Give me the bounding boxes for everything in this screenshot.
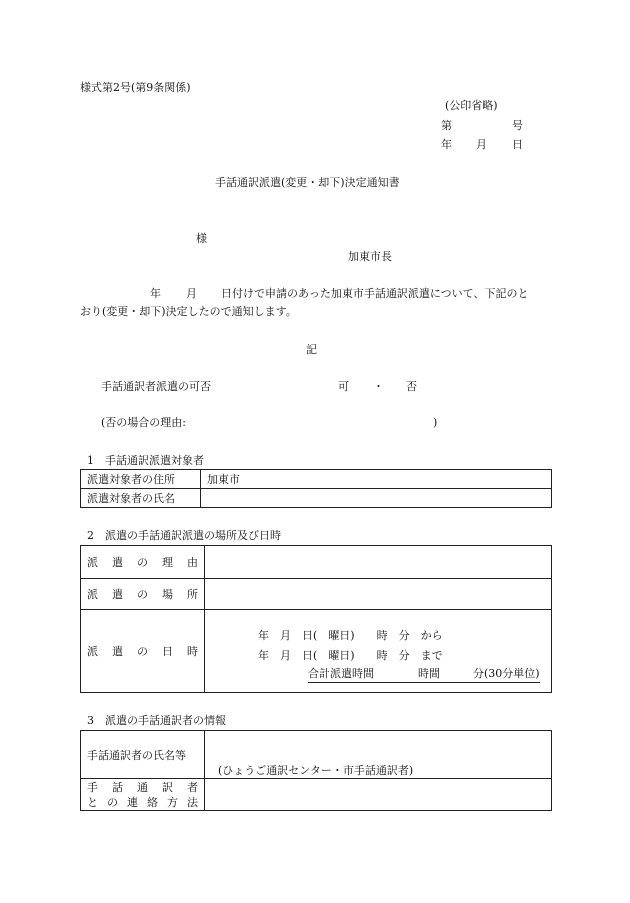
body-line2: おり(変更・却下)決定したので通知します。 <box>80 305 297 318</box>
doc-number-label: 第 <box>441 119 452 132</box>
date-month: 月 <box>476 138 487 151</box>
approval-no: 否 <box>406 380 417 393</box>
address-value: 加東市 <box>201 470 552 489</box>
approval-yes: 可 <box>338 380 349 393</box>
approval-label: 手話通訳者派遣の可否 <box>101 380 211 393</box>
target-person-table <box>80 469 552 508</box>
page-title: 手話通訳派遣(変更・却下)決定通知書 <box>215 176 400 189</box>
name-label: 派遣対象者の氏名 <box>81 489 201 508</box>
date-day: 日 <box>512 138 523 151</box>
sender-name: 加東市長 <box>348 250 392 263</box>
interpreter-contact-value <box>205 779 552 811</box>
interpreter-contact-label: 手 話 通 訳 者 と の 連 絡 方 法 <box>81 779 205 811</box>
reason-value <box>205 546 552 579</box>
date-year: 年 <box>441 138 452 151</box>
addressee-suffix: 様 <box>196 232 207 245</box>
body-month: 月 <box>186 287 197 300</box>
doc-number-suffix: 号 <box>512 119 523 132</box>
body-year: 年 <box>150 287 161 300</box>
interpreter-name-note: (ひょうご通訳センター・市手話通訳者) <box>218 764 414 777</box>
reason-close: ) <box>433 416 438 429</box>
datetime-from: 年 月 日( 曜日) 時 分 から <box>258 629 443 642</box>
reason-open: (否の場合の理由: <box>101 416 186 429</box>
section2-heading: 2 派遣の手話通訳派遣の場所及び日時 <box>87 529 281 542</box>
place-value <box>205 579 552 610</box>
interpreter-table <box>80 730 552 811</box>
body-line1: 日付けで申請のあった加東市手話通訳派遣について、下記のと <box>221 287 529 300</box>
name-value <box>201 489 552 508</box>
datetime-value <box>205 610 552 693</box>
datetime-to: 年 月 日( 曜日) 時 分 まで <box>258 649 443 662</box>
ki-heading: 記 <box>306 343 317 356</box>
section3-heading: 3 派遣の手話通訳者の情報 <box>87 714 226 727</box>
total-double-underline <box>308 682 530 683</box>
place-label: 派 遣 の 場 所 <box>81 579 205 610</box>
reason-label: 派 遣 の 理 由 <box>81 546 205 579</box>
address-label: 派遣対象者の住所 <box>81 470 201 489</box>
interpreter-name-label: 手話通訳者の氏名等 <box>81 731 205 779</box>
approval-dot: ・ <box>373 380 384 393</box>
seal-omitted-note: (公印省略) <box>445 99 498 112</box>
form-number: 様式第2号(第9条関係) <box>80 81 191 94</box>
section1-heading: 1 手話通訳派遣対象者 <box>87 454 204 467</box>
datetime-total: 合計派遣時間 時間 分(30分単位) <box>308 665 540 683</box>
datetime-label: 派 遣 の 日 時 <box>81 610 205 693</box>
interpreter-name-value <box>205 731 552 779</box>
dispatch-table <box>80 545 552 693</box>
